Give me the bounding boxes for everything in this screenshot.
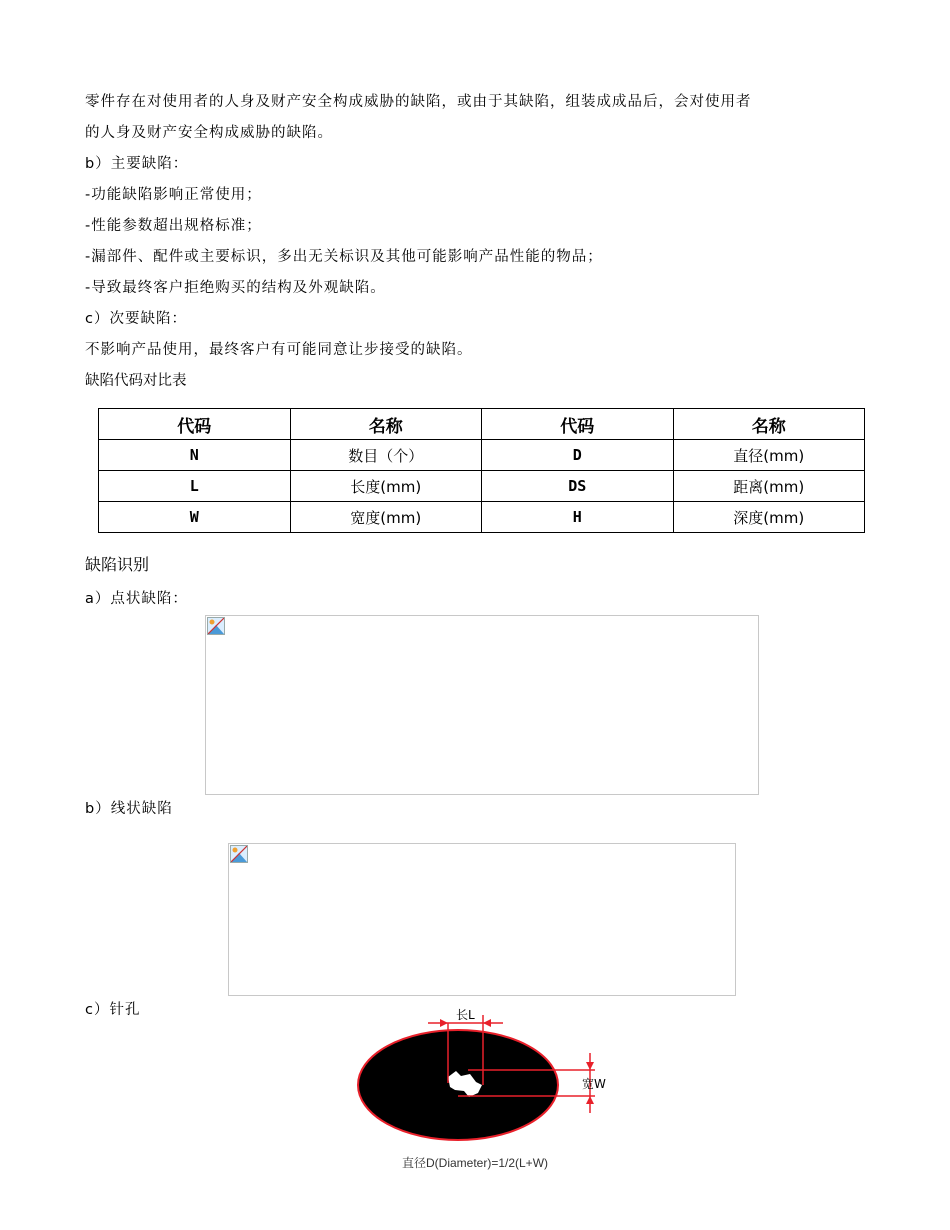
table-row	[99, 440, 865, 471]
table-cell: 长度(mm)	[290, 471, 482, 502]
broken-image-icon	[230, 845, 248, 863]
table-cell: 深度(mm)	[673, 502, 865, 533]
table-cell: N	[99, 440, 291, 471]
header-code-2: 代码	[482, 409, 674, 440]
major-item-4: -导致最终客户拒绝购买的结构及外观缺陷。	[85, 280, 386, 296]
pinhole-label: c）针孔	[85, 1002, 141, 1018]
point-defect-image	[205, 615, 759, 795]
defect-code-table	[98, 408, 865, 533]
table-title: 缺陷代码对比表	[85, 373, 187, 389]
table-cell: H	[482, 502, 674, 533]
major-item-1: -功能缺陷影响正常使用；	[85, 187, 262, 203]
major-defect-title: b）主要缺陷：	[85, 156, 189, 172]
line-defect-image	[228, 843, 736, 996]
minor-defect-title: c）次要缺陷：	[85, 311, 187, 327]
table-cell: L	[99, 471, 291, 502]
length-label: 长L	[456, 1008, 475, 1022]
width-label: 宽W	[582, 1077, 606, 1091]
header-name-1: 名称	[290, 409, 482, 440]
table-cell: 直径(mm)	[673, 440, 865, 471]
table-cell: 距离(mm)	[673, 471, 865, 502]
table-header-row	[99, 409, 865, 440]
broken-image-icon	[207, 617, 225, 635]
header-name-2: 名称	[673, 409, 865, 440]
table-cell: 数目（个）	[290, 440, 482, 471]
table-row	[99, 502, 865, 533]
major-item-3: -漏部件、配件或主要标识，多出无关标识及其他可能影响产品性能的物品；	[85, 249, 603, 265]
intro-line-2: 的人身及财产安全构成威胁的缺陷。	[85, 125, 333, 141]
major-item-2: -性能参数超出规格标准；	[85, 218, 262, 234]
intro-line-1: 零件存在对使用者的人身及财产安全构成威胁的缺陷，或由于其缺陷，组装成成品后，会对使用者	[85, 94, 752, 110]
header-code-1: 代码	[99, 409, 291, 440]
table-cell: D	[482, 440, 674, 471]
table-cell: DS	[482, 471, 674, 502]
minor-defect-text: 不影响产品使用，最终客户有可能同意让步接受的缺陷。	[85, 342, 473, 358]
table-cell: 宽度(mm)	[290, 502, 482, 533]
line-defect-label: b）线状缺陷	[85, 801, 173, 817]
pinhole-diagram	[340, 1005, 640, 1175]
table-cell: W	[99, 502, 291, 533]
diameter-caption: 直径D(Diameter)=1/2(L+W)	[401, 1156, 549, 1170]
point-defect-label: a）点状缺陷：	[85, 591, 188, 607]
identification-title: 缺陷识别	[85, 555, 150, 574]
table-row	[99, 471, 865, 502]
